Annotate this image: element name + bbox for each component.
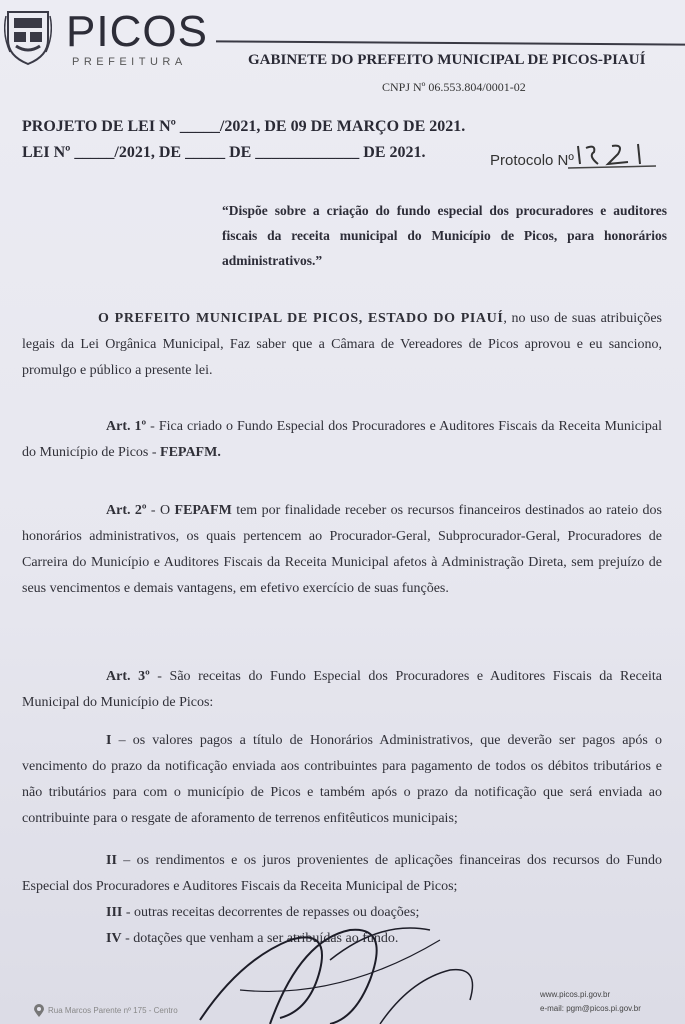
preamble-text: , no uso de suas atribuições legais da Lei Orgânica Municipal, Faz saber que a Câmara de Vereadores de Picos aprovou e eu sanciono, promulgo e público a presente lei. <box>22 311 662 378</box>
article-2-text: tem por finalidade receber os recursos financeiros destinados ao rateio dos honorários administrativos, os quais pertencem ao Procurador-Geral, Subprocurador-Geral, Procuradores de Carreira do Município e Auditores Fiscais da Receita Municipal afetos à Administração Direta, sem prejuízo de seus vencimentos e demais vantagens, em efetivo exercício de suas funções. <box>22 503 662 596</box>
item-3-text: - outras receitas decorrentes de repasses ou doações; <box>122 905 420 920</box>
article-3-text: - São receitas do Fundo Especial dos Procuradores e Auditores Fiscais da Receita Municipal do Município de Picos: <box>22 669 663 710</box>
protocol-label: Protocolo Nº <box>490 152 574 169</box>
article-1-label: Art. 1º <box>106 419 147 434</box>
article-3 <box>22 664 662 716</box>
article-1-text: - Fica criado o Fundo Especial dos Procuradores e Auditores Fiscais da Receita Municipal do Município de Picos - <box>22 419 663 460</box>
cnpj-text: CNPJ Nº 06.553.804/0001-02 <box>382 80 526 94</box>
law-number-line: LEI Nº _____/2021, DE _____ DE _____________ DE 2021. <box>22 144 426 161</box>
preamble <box>22 306 662 384</box>
header-rule <box>216 40 685 45</box>
logo-subtitle: PREFEITURA <box>72 56 187 68</box>
city-emblem-icon <box>4 4 52 66</box>
preamble-lead: O PREFEITO MUNICIPAL DE PICOS, ESTADO DO PIAUÍ <box>98 311 504 326</box>
item-4-label: IV <box>106 931 122 946</box>
article-2-pre: - O <box>146 503 175 518</box>
item-2-text: – os rendimentos e os juros provenientes de aplicações financeiras dos recursos do Fundo Especial dos Procuradores e Auditores Fiscais da Receita Municipal de Picos; <box>22 853 662 894</box>
item-3-label: III <box>106 905 123 920</box>
article-3-item-1 <box>22 728 662 832</box>
office-title: GABINETE DO PREFEITO MUNICIPAL DE PICOS-PIAUÍ <box>248 52 646 68</box>
article-1-acronym: FEPAFM. <box>160 445 221 460</box>
item-4-text: - dotações que venham a ser atribuídas ao fundo. <box>121 931 399 946</box>
footer-email: e-mail: pgm@picos.pi.gov.br <box>540 1004 641 1013</box>
article-2 <box>22 498 662 602</box>
item-1-text: – os valores pagos a título de Honorários Administrativos, que deverão ser pagos após o vencimento do prazo da notificação enviada aos contribuintes para pagamento de todos os débitos tributários e não tributários para com o município de Picos e também após o prazo da notificação que será enviada ao contribuinte para o resgate de aforamento de terrenos enfitêuticos municipais; <box>22 733 662 826</box>
article-3-label: Art. 3º <box>106 669 150 684</box>
item-2-label: II <box>106 853 117 868</box>
article-2-label: Art. 2º <box>106 503 147 518</box>
bill-summary: “Dispõe sobre a criação do fundo especial dos procuradores e auditores fiscais da receita municipal do Município de Picos, para honorários administrativos.” <box>222 203 667 268</box>
article-2-acronym: FEPAFM <box>174 503 232 518</box>
item-1-label: I <box>106 733 112 748</box>
article-3-item-2 <box>22 848 662 900</box>
location-pin-icon <box>34 1004 44 1018</box>
article-1 <box>22 414 662 466</box>
footer-address: Rua Marcos Parente nº 175 - Centro <box>48 1006 178 1015</box>
footer-website: www.picos.pi.gov.br <box>540 990 611 999</box>
bill-number-line: PROJETO DE LEI Nº _____/2021, DE 09 DE MARÇO DE 2021. <box>22 118 466 135</box>
logo-wordmark: PICOS <box>66 7 208 56</box>
protocol-handwritten-number <box>568 138 656 172</box>
